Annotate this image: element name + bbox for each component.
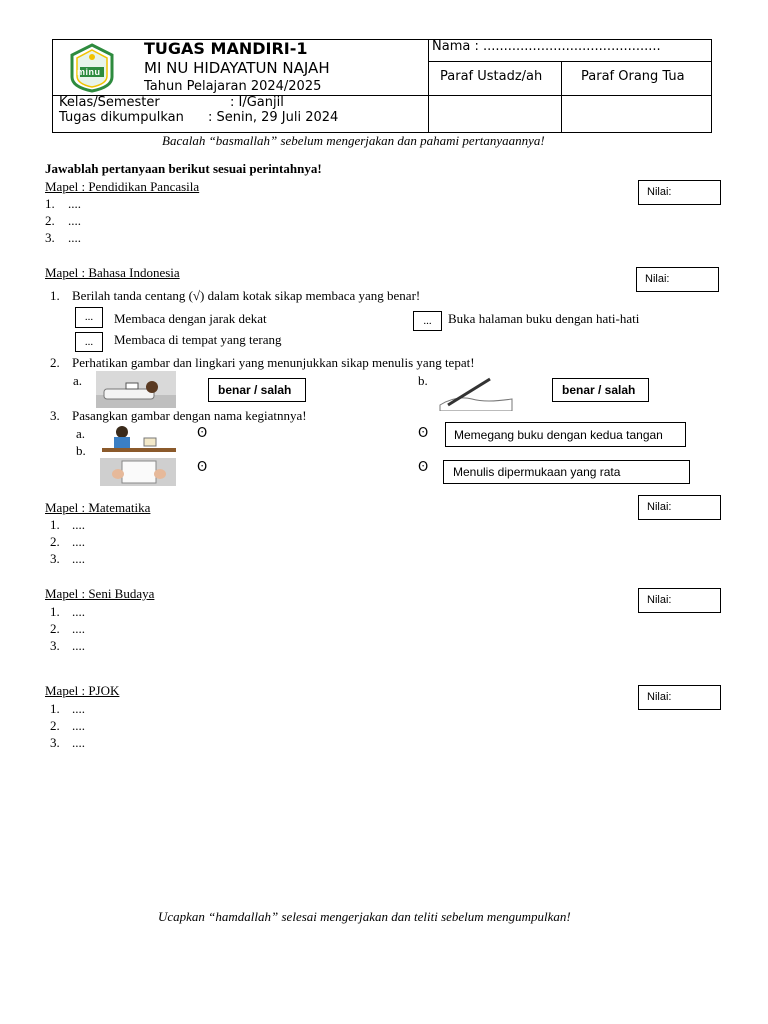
question-3: Pasangkan gambar dengan nama kegiatnnya! xyxy=(72,408,307,423)
lying-reading-image xyxy=(96,371,176,408)
closing-text: Ucapkan “hamdallah” selesai mengerjakan dan teliti sebelum mengumpulkan! xyxy=(158,909,571,924)
match-dot-right-2[interactable]: ʘ xyxy=(418,460,429,475)
match-dot-left-a[interactable]: ʘ xyxy=(197,426,208,441)
intro-text: Bacalah “basmallah” sebelum mengerjakan dan pahami pertanyaannya! xyxy=(162,133,545,148)
answer-blank[interactable]: .... xyxy=(72,735,85,750)
answer-blank[interactable]: .... xyxy=(72,638,85,653)
header-divider xyxy=(428,39,429,133)
option-letter: b. xyxy=(76,443,86,458)
option-label: Buka halaman buku dengan hati-hati xyxy=(448,311,640,326)
list-number: 1. xyxy=(50,517,60,532)
list-number: 1. xyxy=(50,701,60,716)
list-number: 1. xyxy=(50,604,60,619)
section-title-matematika: Mapel : Matematika xyxy=(45,500,151,515)
question-1: Berilah tanda centang (√) dalam kotak sikap membaca yang benar! xyxy=(72,288,421,303)
answer-blank[interactable]: .... xyxy=(68,213,81,228)
answer-blank[interactable]: .... xyxy=(72,534,85,549)
list-number: 2. xyxy=(45,213,55,228)
instruction: Jawablah pertanyaan berikut sesuai perintahnya! xyxy=(45,161,322,176)
list-number: 1. xyxy=(50,288,60,303)
list-number: 3. xyxy=(45,230,55,245)
dikumpulkan-label: Tugas dikumpulkan xyxy=(59,110,184,125)
school-name: MI NU HIDAYATUN NAJAH xyxy=(144,59,330,77)
option-letter: a. xyxy=(73,373,83,388)
nilai-box-seni[interactable]: Nilai: xyxy=(638,588,721,613)
nilai-box-pancasila[interactable]: Nilai: xyxy=(638,180,721,205)
question-2: Perhatikan gambar dan lingkari yang menunjukkan sikap menulis yang tepat! xyxy=(72,355,475,370)
answer-blank[interactable]: .... xyxy=(68,230,81,245)
paraf-ustadz-label: Paraf Ustadz/ah xyxy=(440,69,543,84)
answer-blank[interactable]: .... xyxy=(72,701,85,716)
match-dot-left-b[interactable]: ʘ xyxy=(197,460,208,475)
hand-writing-image xyxy=(436,377,514,411)
section-title-bindo: Mapel : Bahasa Indonesia xyxy=(45,265,180,280)
answer-blank[interactable]: .... xyxy=(72,604,85,619)
option-letter: b. xyxy=(418,373,428,388)
list-number: 3. xyxy=(50,638,60,653)
answer-blank[interactable]: .... xyxy=(72,718,85,733)
list-number: 2. xyxy=(50,718,60,733)
kelas-label: Kelas/Semester xyxy=(59,95,160,110)
section-title-pjok: Mapel : PJOK xyxy=(45,683,120,698)
match-option-memegang-buku: Memegang buku dengan kedua tangan xyxy=(445,422,686,447)
answer-blank[interactable]: .... xyxy=(68,196,81,211)
checkbox-tempat-terang[interactable]: ... xyxy=(75,332,103,352)
doc-title: TUGAS MANDIRI-1 xyxy=(144,39,308,58)
option-label: Membaca dengan jarak dekat xyxy=(114,311,267,326)
checkbox-halaman-hati-hati[interactable]: ... xyxy=(413,311,442,331)
header-divider xyxy=(561,61,562,133)
child-at-desk-image xyxy=(100,424,178,456)
list-number: 3. xyxy=(50,735,60,750)
nilai-box-pjok[interactable]: Nilai: xyxy=(638,685,721,710)
nilai-box-matematika[interactable]: Nilai: xyxy=(638,495,721,520)
school-year: Tahun Pelajaran 2024/2025 xyxy=(144,79,322,94)
option-letter: a. xyxy=(76,426,86,441)
dikumpulkan-value: : Senin, 29 Juli 2024 xyxy=(208,110,339,125)
answer-blank[interactable]: .... xyxy=(72,517,85,532)
kelas-value: : I/Ganjil xyxy=(230,95,284,110)
paraf-ortu-label: Paraf Orang Tua xyxy=(581,69,685,84)
answer-blank[interactable]: .... xyxy=(72,551,85,566)
checkbox-jarak-dekat[interactable]: ... xyxy=(75,307,103,328)
list-number: 3. xyxy=(50,551,60,566)
list-number: 2. xyxy=(50,534,60,549)
benar-salah-b[interactable]: benar / salah xyxy=(552,378,649,402)
logo-text: minu xyxy=(77,67,101,77)
header-divider xyxy=(428,61,712,62)
name-field[interactable]: Nama : ........................................... xyxy=(432,39,661,54)
option-label: Membaca di tempat yang terang xyxy=(114,332,282,347)
list-number: 2. xyxy=(50,355,60,370)
answer-blank[interactable]: .... xyxy=(72,621,85,636)
holding-paper-image xyxy=(100,458,176,486)
list-number: 2. xyxy=(50,621,60,636)
list-number: 1. xyxy=(45,196,55,211)
benar-salah-a[interactable]: benar / salah xyxy=(208,378,306,402)
match-dot-right-1[interactable]: ʘ xyxy=(418,426,429,441)
section-title-seni: Mapel : Seni Budaya xyxy=(45,586,155,601)
list-number: 3. xyxy=(50,408,60,423)
section-title-pancasila: Mapel : Pendidikan Pancasila xyxy=(45,179,200,194)
match-option-menulis: Menulis dipermukaan yang rata xyxy=(443,460,690,484)
nilai-box-bindo[interactable]: Nilai: xyxy=(636,267,719,292)
